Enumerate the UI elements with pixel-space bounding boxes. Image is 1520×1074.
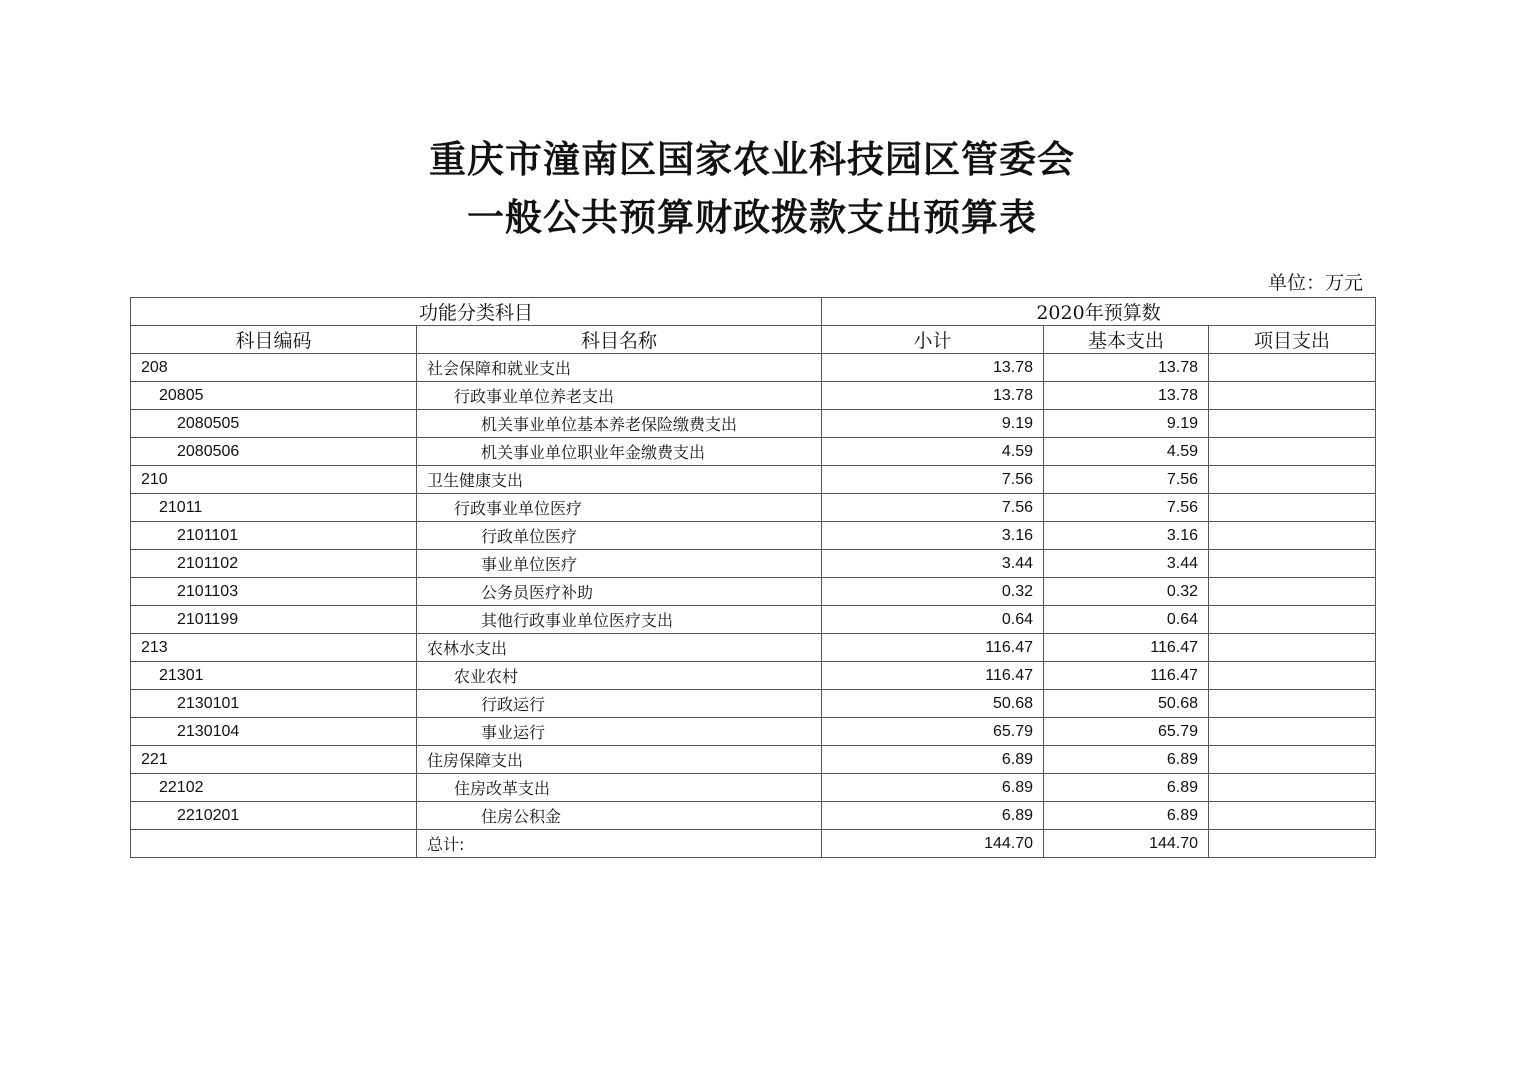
row-project-cell <box>1209 522 1376 550</box>
row-name-cell: 行政运行 <box>417 690 822 718</box>
total-project <box>1209 830 1376 858</box>
row-project-cell <box>1209 774 1376 802</box>
row-subtotal-cell: 7.56 <box>822 494 1044 522</box>
row-basic-cell: 0.32 <box>1044 578 1209 606</box>
budget-table <box>130 297 1376 858</box>
row-basic-cell: 13.78 <box>1044 354 1209 382</box>
row-subtotal-cell: 6.89 <box>822 774 1044 802</box>
table-row <box>131 690 1376 718</box>
row-basic-cell: 6.89 <box>1044 774 1209 802</box>
row-subtotal-cell: 6.89 <box>822 802 1044 830</box>
row-code-cell: 2101101 <box>131 522 417 550</box>
row-code-cell: 21301 <box>131 662 417 690</box>
table-row <box>131 606 1376 634</box>
row-code-cell: 2130104 <box>131 718 417 746</box>
row-subtotal-cell: 65.79 <box>822 718 1044 746</box>
table-row <box>131 578 1376 606</box>
row-subtotal-cell: 0.64 <box>822 606 1044 634</box>
row-project-cell <box>1209 466 1376 494</box>
document-title-line1: 重庆市潼南区国家农业科技园区管委会 <box>429 138 1075 181</box>
row-name-cell: 机关事业单位基本养老保险缴费支出 <box>417 410 822 438</box>
row-project-cell <box>1209 438 1376 466</box>
row-code-cell: 2130101 <box>131 690 417 718</box>
row-code-cell: 2101102 <box>131 550 417 578</box>
col-header-project: 项目支出 <box>1209 326 1376 354</box>
row-subtotal-cell: 116.47 <box>822 634 1044 662</box>
table-row <box>131 466 1376 494</box>
table-row <box>131 774 1376 802</box>
table-row <box>131 382 1376 410</box>
row-name-cell: 公务员医疗补助 <box>417 578 822 606</box>
table-row <box>131 522 1376 550</box>
table-row <box>131 438 1376 466</box>
col-header-name: 科目名称 <box>417 326 822 354</box>
table-row <box>131 354 1376 382</box>
column-header-row <box>131 326 1376 354</box>
row-project-cell <box>1209 382 1376 410</box>
row-project-cell <box>1209 578 1376 606</box>
row-project-cell <box>1209 354 1376 382</box>
row-name-cell: 行政事业单位养老支出 <box>417 382 822 410</box>
row-name-cell: 农业农村 <box>417 662 822 690</box>
budget-year-header: 2020年预算数 <box>822 298 1376 326</box>
group-header-row <box>131 298 1376 326</box>
document-title-line2: 一般公共预算财政拨款支出预算表 <box>467 196 1037 239</box>
row-project-cell <box>1209 606 1376 634</box>
row-subtotal-cell: 9.19 <box>822 410 1044 438</box>
total-code <box>131 830 417 858</box>
row-name-cell: 住房公积金 <box>417 802 822 830</box>
table-row <box>131 802 1376 830</box>
total-label: 总计: <box>417 830 822 858</box>
row-name-cell: 事业运行 <box>417 718 822 746</box>
row-subtotal-cell: 0.32 <box>822 578 1044 606</box>
row-code-cell: 2210201 <box>131 802 417 830</box>
row-code-cell: 2101103 <box>131 578 417 606</box>
row-subtotal-cell: 50.68 <box>822 690 1044 718</box>
row-subtotal-cell: 13.78 <box>822 354 1044 382</box>
row-code-cell: 221 <box>131 746 417 774</box>
col-header-code: 科目编码 <box>131 326 417 354</box>
row-project-cell <box>1209 550 1376 578</box>
row-name-cell: 社会保障和就业支出 <box>417 354 822 382</box>
row-project-cell <box>1209 802 1376 830</box>
row-project-cell <box>1209 690 1376 718</box>
row-code-cell: 213 <box>131 634 417 662</box>
row-name-cell: 事业单位医疗 <box>417 550 822 578</box>
col-header-basic: 基本支出 <box>1044 326 1209 354</box>
row-basic-cell: 4.59 <box>1044 438 1209 466</box>
row-name-cell: 住房保障支出 <box>417 746 822 774</box>
table-row <box>131 634 1376 662</box>
total-subtotal: 144.70 <box>822 830 1044 858</box>
row-code-cell: 2080505 <box>131 410 417 438</box>
row-code-cell: 210 <box>131 466 417 494</box>
row-subtotal-cell: 3.44 <box>822 550 1044 578</box>
row-name-cell: 其他行政事业单位医疗支出 <box>417 606 822 634</box>
row-project-cell <box>1209 494 1376 522</box>
row-code-cell: 2101199 <box>131 606 417 634</box>
row-name-cell: 卫生健康支出 <box>417 466 822 494</box>
row-subtotal-cell: 116.47 <box>822 662 1044 690</box>
table-row <box>131 550 1376 578</box>
row-project-cell <box>1209 718 1376 746</box>
row-subtotal-cell: 3.16 <box>822 522 1044 550</box>
row-code-cell: 20805 <box>131 382 417 410</box>
row-basic-cell: 65.79 <box>1044 718 1209 746</box>
row-project-cell <box>1209 746 1376 774</box>
row-basic-cell: 3.44 <box>1044 550 1209 578</box>
row-subtotal-cell: 7.56 <box>822 466 1044 494</box>
row-project-cell <box>1209 662 1376 690</box>
col-header-subtotal: 小计 <box>822 326 1044 354</box>
row-name-cell: 行政事业单位医疗 <box>417 494 822 522</box>
row-subtotal-cell: 13.78 <box>822 382 1044 410</box>
row-basic-cell: 7.56 <box>1044 494 1209 522</box>
table-row <box>131 746 1376 774</box>
total-basic: 144.70 <box>1044 830 1209 858</box>
row-subtotal-cell: 4.59 <box>822 438 1044 466</box>
row-basic-cell: 6.89 <box>1044 746 1209 774</box>
row-project-cell <box>1209 634 1376 662</box>
row-code-cell: 21011 <box>131 494 417 522</box>
functional-category-header: 功能分类科目 <box>131 298 822 326</box>
row-subtotal-cell: 6.89 <box>822 746 1044 774</box>
table-row <box>131 662 1376 690</box>
row-basic-cell: 6.89 <box>1044 802 1209 830</box>
row-basic-cell: 3.16 <box>1044 522 1209 550</box>
row-basic-cell: 0.64 <box>1044 606 1209 634</box>
row-code-cell: 208 <box>131 354 417 382</box>
row-name-cell: 农林水支出 <box>417 634 822 662</box>
row-basic-cell: 13.78 <box>1044 382 1209 410</box>
row-name-cell: 机关事业单位职业年金缴费支出 <box>417 438 822 466</box>
table-row <box>131 494 1376 522</box>
row-code-cell: 2080506 <box>131 438 417 466</box>
row-basic-cell: 50.68 <box>1044 690 1209 718</box>
total-row <box>131 830 1376 858</box>
unit-label: 单位：万元 <box>1267 272 1363 294</box>
row-name-cell: 行政单位医疗 <box>417 522 822 550</box>
row-name-cell: 住房改革支出 <box>417 774 822 802</box>
row-code-cell: 22102 <box>131 774 417 802</box>
row-project-cell <box>1209 410 1376 438</box>
row-basic-cell: 7.56 <box>1044 466 1209 494</box>
row-basic-cell: 116.47 <box>1044 634 1209 662</box>
table-row <box>131 410 1376 438</box>
row-basic-cell: 9.19 <box>1044 410 1209 438</box>
row-basic-cell: 116.47 <box>1044 662 1209 690</box>
table-row <box>131 718 1376 746</box>
